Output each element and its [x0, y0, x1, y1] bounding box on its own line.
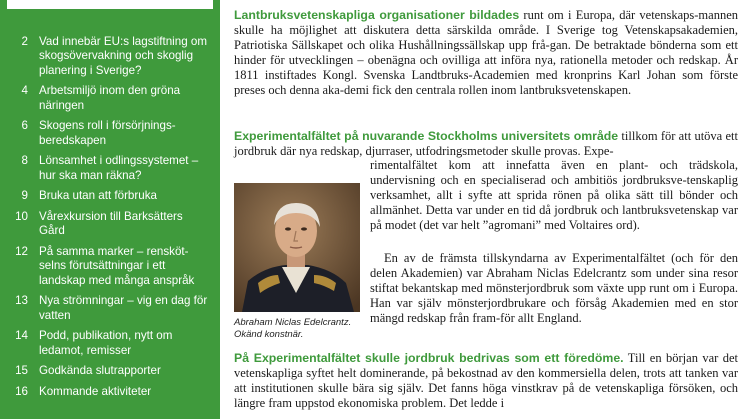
- toc-page-number: 13: [15, 294, 28, 308]
- paragraph-edelcrantz: En av de främsta tillskyndarna av Experimentalfältet (och för den delen Akademien) var Abraham Niclas Edelcrantz som under sina resor stiftat bekantskap med mönsterjordbruk som växte upp runt om i Europa. Han var själv mönsterjordbrukare och försåg Akademien med en stor mängd redskap från fram-för allt England.: [370, 251, 738, 325]
- toc-title: Godkända slutrapporter: [39, 364, 161, 378]
- toc-item[interactable]: [0, 329, 220, 358]
- toc-title: Podd, publikation, nytt om ledamot, remisser: [39, 329, 173, 357]
- toc-title: Bruka utan att förbruka: [39, 189, 157, 203]
- caption-name: Abraham Niclas Edelcrantz.: [234, 317, 352, 328]
- toc-item[interactable]: [0, 364, 220, 378]
- toc-item[interactable]: [0, 35, 220, 78]
- paragraph-lead-organisations: Lantbruksvetenskapliga organisationer bildades: [234, 8, 520, 22]
- toc-title: Arbetsmiljö inom den gröna näringen: [39, 84, 181, 112]
- toc-page-number: 9: [21, 189, 28, 203]
- toc-item[interactable]: [0, 294, 220, 323]
- toc-title: Vad innebär EU:s lagstiftning om skogsövervakning och skoglig planering i Sverige?: [39, 35, 207, 77]
- paragraph-text-fordome: Till en början var det vetenskapliga syftet helt dominerande, på bekostnad av den kommersiella delen, trots att tanken var att institutionen skulle bära sig själv. Det fanns höga vinstkrav på de vetenskapliga försöken, och längre fram uppstod ekonomiska problem. Det ledde i: [234, 351, 738, 410]
- paragraph-text-organisations: runt om i Europa, där vetenskaps-mannen skulle ha möjlighet att diskutera detta särskilda område. I Sverige tog Vetenskapsakademien, Patriotiska Sällskapet och olika Hushållningssällskap upp frå-gan. De betraktade bönderna som ett hinder för utvecklingen – obenägna och ovilliga att införa nya, rationella metoder och redskap. År 1811 instiftades Kongl. Svenska Landtbruks-Academien med kronprins Karl Johan som förste preses och denna aka-demi fick den centrala rollen inom lantbruksvetenskapen.: [234, 8, 738, 97]
- toc-page-number: 14: [15, 329, 28, 343]
- toc-list: [0, 35, 220, 406]
- paragraph-fordome: [234, 351, 738, 411]
- toc-title: Skogens roll i försörjnings-beredskapen: [39, 119, 176, 147]
- paragraph-lead-experimentalfaltet: Experimentalfältet på nuvarande Stockholms universitets område: [234, 129, 619, 143]
- toc-item[interactable]: [0, 210, 220, 239]
- toc-item[interactable]: [0, 84, 220, 113]
- portrait-image: [234, 183, 360, 312]
- article-column: [234, 0, 738, 419]
- table-of-contents-sidebar: [0, 0, 220, 419]
- toc-page-number: 6: [21, 119, 28, 133]
- toc-page-number: 4: [21, 84, 28, 98]
- caption-artist: Okänd konstnär.: [234, 329, 304, 340]
- toc-page-number: 15: [15, 364, 28, 378]
- toc-item[interactable]: [0, 245, 220, 288]
- toc-item[interactable]: [0, 385, 220, 399]
- toc-title: Nya strömningar – vig en dag för vatten: [39, 294, 208, 322]
- paragraph-lead-fordome: På Experimentalfältet skulle jordbruk bedrivas som ett föredöme.: [234, 351, 624, 365]
- paragraph-text-experimentalfaltet: tillkom för att utöva ett jordbruk där nya redskap, djurraser, utfodringsmetoder skulle provas. Expe-: [234, 129, 739, 158]
- portrait-caption: [234, 317, 364, 341]
- toc-page-number: 12: [15, 245, 28, 258]
- paragraph-experimentalfaltet-continued: rimentalfältet kom att innefatta även en plant- och trädskola, undervisning och en specialiserad och ambitiös jordbruksve-tenskaplig verksamhet, allt i syfte att sprida rönen på olika sätt till bönder och allmänhet. Detta var under en tid då jordbruk och lantbruksvetenskap var på modet (det var helt ”agromani” med Voltaires ord).: [370, 158, 738, 232]
- paragraph-organisations: [234, 8, 738, 97]
- toc-title: Lönsamhet i odlingssystemet – hur ska man räkna?: [39, 154, 199, 182]
- toc-page-number: 10: [15, 210, 28, 223]
- sidebar-top-bar: [7, 0, 213, 9]
- toc-title: Kommande aktiviteter: [39, 385, 152, 398]
- toc-item[interactable]: [0, 154, 220, 183]
- toc-title: Vårexkursion till Barksätters Gård: [39, 210, 183, 238]
- paragraph-experimentalfaltet: [234, 129, 738, 159]
- toc-page-number: 2: [21, 35, 28, 48]
- toc-item[interactable]: [0, 189, 220, 203]
- toc-title: På samma marker – rensköt-selns förutsättningar i ett landskap med många anspråk: [39, 245, 195, 287]
- toc-item[interactable]: [0, 119, 220, 148]
- portrait-edelcrantz-illustration: [234, 183, 360, 312]
- toc-page-number: 16: [15, 385, 28, 398]
- toc-page-number: 8: [21, 154, 28, 168]
